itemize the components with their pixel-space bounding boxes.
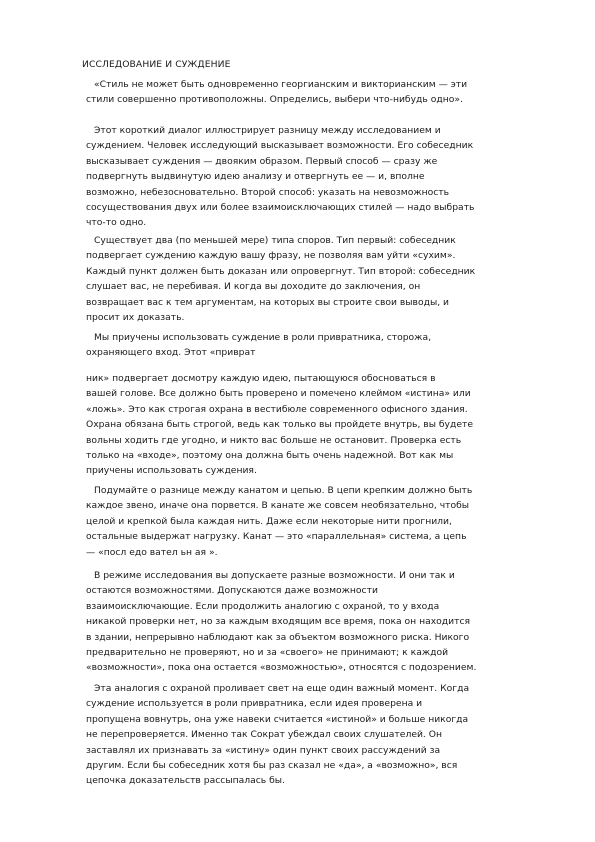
paragraph-line: взаимоисключающие. Если продолжить аналогию с охраной, то у входа — [86, 600, 440, 612]
paragraph-line: суждением. Человек исследующий высказывает возможности. Его собеседник — [86, 140, 474, 152]
paragraph — [86, 681, 556, 789]
paragraph-line: другим. Если бы собеседник хотя бы раз сказал не «да», а «возможно», вся — [86, 760, 458, 772]
paragraph-line: что-то одно. — [86, 217, 147, 229]
paragraph-line: Мы приучены использовать суждение в роли привратника, сторожа, — [94, 332, 431, 343]
paragraph — [86, 77, 556, 108]
paragraph — [86, 123, 556, 231]
paragraph-line: слушает вас, не перебивая. И когда вы доходите до заключения, он — [86, 281, 421, 293]
paragraph-line: Охрана обязана быть строгой, ведь как только вы пройдете внутрь, вы будете — [86, 419, 474, 431]
paragraph-line: — «посл едо вател ьн ая ». — [86, 546, 218, 558]
paragraph — [86, 371, 556, 479]
paragraph-line: В режиме исследования вы допускаете разные возможности. И они так и — [94, 570, 455, 581]
paragraph — [86, 330, 556, 361]
paragraph-line: высказывает суждения — двояким образом. Первый способ — сразу же — [86, 155, 438, 167]
paragraph-line: Каждый пункт должен быть доказан или опровергнут. Тип второй: собеседник — [86, 265, 476, 277]
paragraph-line: каждое звено, иначе она порвется. В канате же совсем необязательно, чтобы — [86, 500, 470, 512]
paragraph-line: Подумайте о разнице между канатом и цепью. В цепи крепким должно быть — [94, 485, 473, 496]
paragraph-line: подвергает суждению каждую вашу фразу, не позволяя вам уйти «сухим». — [86, 250, 456, 262]
paragraph-line: только на «входе», поэтому она должна быть очень надежной. Вот как мы — [86, 450, 454, 462]
paragraph-line: предварительно не проверяют, но и за «своего» не принимают; к каждой — [86, 647, 449, 659]
paragraph-line: пропущена вовнутрь, она уже навеки считается «истиной» и больше никогда — [86, 713, 469, 725]
paragraph-line: охраняющего вход. Этот «приврат — [86, 347, 256, 359]
paragraph-line: Эта аналогия с охраной проливает свет на еще один важный момент. Когда — [94, 683, 470, 694]
paragraph-line: в здании, непрерывно наблюдают как за объектом возможного риска. Никого — [86, 631, 470, 643]
paragraph-line: «Стиль не может быть одновременно георгианским и викторианским — эти — [94, 79, 468, 90]
paragraph — [86, 568, 556, 676]
paragraph-line: «возможности», пока она остается «возможностью», относятся с подозрением. — [86, 662, 477, 674]
paragraph-line: не перепроверяется. Именно так Сократ убеждал своих слушателей. Он — [86, 729, 443, 741]
paragraph-line: стили совершенно противоположны. Определись, выбери что-нибудь одно». — [86, 94, 463, 106]
paragraph-line: «ложь». Это как строгая охрана в вестибюле современного офисного здания. — [86, 403, 468, 415]
paragraph-line: сосуществования двух или более взаимоисключающих стилей — надо выбрать — [86, 202, 475, 214]
paragraph-line: никакой проверки нет, но за каждым входящим все время, пока он находится — [86, 616, 471, 628]
paragraph — [86, 483, 556, 560]
paragraph-line: остаются возможностями. Допускаются даже возможности — [86, 585, 378, 597]
paragraph-line: остальные выдержат нагрузку. Канат — это «параллельная» система, а цепь — [86, 531, 467, 543]
paragraph-line: заставлял их признавать за «истину» один пункт своих рассуждений за — [86, 744, 441, 756]
paragraph-line: вольны ходить где угодно, и никто вас больше не остановит. Проверка есть — [86, 434, 462, 446]
paragraph-line: цепочка доказательств рассыпалась бы. — [86, 775, 285, 787]
paragraph-line: возможно, небезосновательно. Второй способ: указать на невозможность — [86, 186, 450, 198]
paragraph-line: Существует два (по меньшей мере) типа споров. Тип первый: собеседник — [94, 235, 456, 246]
paragraph-line: возвращает вас к тем аргументам, на которых вы строите свои выводы, и — [86, 296, 450, 308]
paragraph-line: Этот короткий диалог иллюстрирует разницу между исследованием и — [94, 125, 441, 136]
paragraph-line: подвергнуть выдвинутую идею анализу и отвергнуть ее — и, вполне — [86, 171, 425, 183]
paragraph-line: ник» подвергает досмотру каждую идею, пытающуюся обосноваться в — [86, 373, 436, 384]
paragraph-line: вашей голове. Все должно быть проверено и помечено клеймом «истина» или — [86, 388, 471, 400]
paragraph-line: целой и крепкой была каждая нить. Даже если некоторые нити прогнили, — [86, 515, 452, 527]
paragraph-line: суждение используется в роли привратника, если идея проверена и — [86, 698, 423, 710]
document-title: ИССЛЕДОВАНИЕ И СУЖДЕНИЕ — [82, 59, 231, 70]
paragraph-line: просит их доказать. — [86, 312, 185, 324]
paragraph — [86, 233, 556, 325]
paragraph-line: приучены использовать суждения. — [86, 465, 257, 477]
